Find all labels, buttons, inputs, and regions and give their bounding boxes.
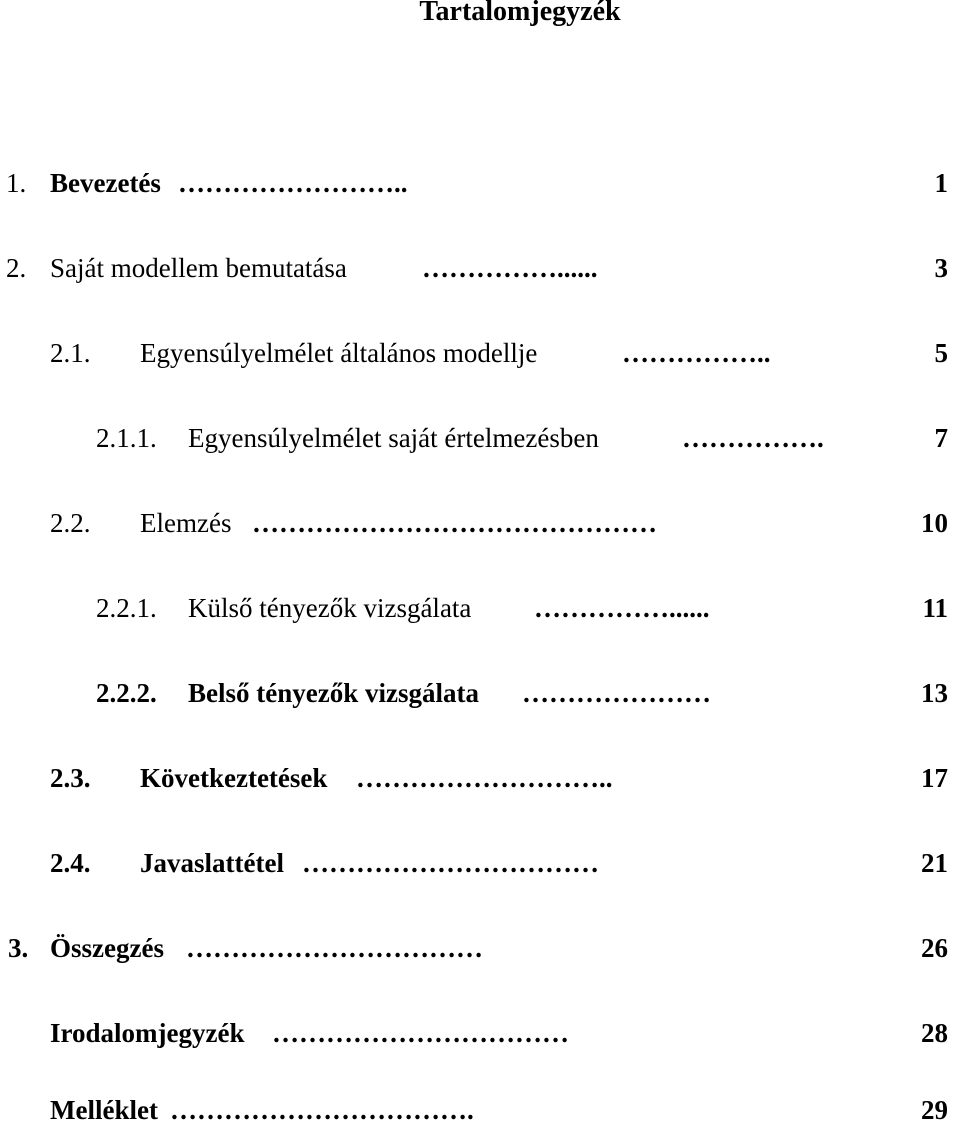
toc-entry-page: 29 bbox=[921, 1095, 948, 1125]
toc-entry-title: Javaslattétel bbox=[140, 848, 284, 878]
toc-entry[interactable] bbox=[0, 421, 960, 455]
toc-entry[interactable] bbox=[0, 1093, 960, 1127]
toc-entry-page: 28 bbox=[921, 1018, 948, 1048]
page-title: Tartalomjegyzék bbox=[419, 0, 621, 27]
toc-entry-title: Saját modellem bemutatása bbox=[50, 253, 347, 283]
toc-entry-page: 3 bbox=[934, 253, 948, 283]
toc-entry-page: 7 bbox=[934, 423, 948, 453]
toc-entry-page: 13 bbox=[921, 678, 948, 708]
toc-entry[interactable] bbox=[0, 761, 960, 795]
toc-entry-number: 1. bbox=[6, 168, 27, 198]
toc-entry-number: 2.4. bbox=[50, 848, 91, 878]
toc-entry-title: Összegzés bbox=[50, 933, 164, 963]
toc-entry-leader: …………………….. bbox=[178, 168, 408, 198]
toc-entry-title: Elemzés bbox=[140, 508, 232, 538]
toc-entry-number: 2. bbox=[6, 253, 27, 283]
toc-entry-page: 10 bbox=[921, 508, 948, 538]
toc-entry[interactable] bbox=[0, 166, 960, 200]
toc-entry-number: 2.2. bbox=[50, 508, 91, 538]
toc-entry-page: 11 bbox=[922, 593, 948, 623]
toc-entry-number: 2.1. bbox=[50, 338, 91, 368]
toc-entry-leader: ……………………….. bbox=[356, 763, 613, 793]
toc-entry-title: Egyensúlyelmélet saját értelmezésben bbox=[188, 423, 599, 453]
toc-entry-page: 1 bbox=[934, 168, 948, 198]
toc-entry-page: 5 bbox=[934, 338, 948, 368]
toc-entry-number: 2.1.1. bbox=[96, 423, 157, 453]
toc-entry-leader: ………………… bbox=[522, 678, 711, 708]
toc-entry-leader: ……………. bbox=[682, 423, 824, 453]
toc-entry-page: 21 bbox=[921, 848, 948, 878]
toc-entry-leader: …………………………… bbox=[302, 848, 599, 878]
toc-entry-page: 17 bbox=[921, 763, 948, 793]
toc-entry-leader: ……………...... bbox=[534, 593, 710, 623]
toc-entry-title: Irodalomjegyzék bbox=[50, 1018, 245, 1048]
toc-entry-title: Egyensúlyelmélet általános modellje bbox=[140, 338, 538, 368]
toc-entry-number: 3. bbox=[8, 933, 29, 963]
toc-entry[interactable] bbox=[0, 506, 960, 540]
toc-entry[interactable] bbox=[0, 846, 960, 880]
toc-entry-title: Melléklet bbox=[50, 1095, 158, 1125]
toc-entry-leader: …………………………… bbox=[186, 933, 483, 963]
toc-entry-leader: ……………………………. bbox=[170, 1095, 474, 1125]
toc-entry[interactable] bbox=[0, 336, 960, 370]
toc-entry-title: Következtetések bbox=[140, 763, 328, 793]
toc-entry-title: Külső tényezők vizsgálata bbox=[188, 593, 472, 623]
toc-entry[interactable] bbox=[0, 251, 960, 285]
toc-entry-leader: …………………………… bbox=[272, 1018, 569, 1048]
toc-entry[interactable] bbox=[0, 931, 960, 965]
toc-entry-title: Belső tényezők vizsgálata bbox=[188, 678, 479, 708]
toc-entry[interactable] bbox=[0, 1016, 960, 1050]
toc-entry-page: 26 bbox=[921, 933, 948, 963]
toc-entry-number: 2.2.1. bbox=[96, 593, 157, 623]
toc-entry-title: Bevezetés bbox=[50, 168, 161, 198]
toc-entry-leader: …………….. bbox=[622, 338, 771, 368]
toc-entry-number: 2.2.2. bbox=[96, 678, 157, 708]
toc-entry-number: 2.3. bbox=[50, 763, 91, 793]
toc-entry[interactable] bbox=[0, 676, 960, 710]
toc-entry-leader: ……………………………………… bbox=[252, 508, 657, 538]
toc-entry-leader: ……………...... bbox=[422, 253, 598, 283]
toc-entry[interactable] bbox=[0, 591, 960, 625]
